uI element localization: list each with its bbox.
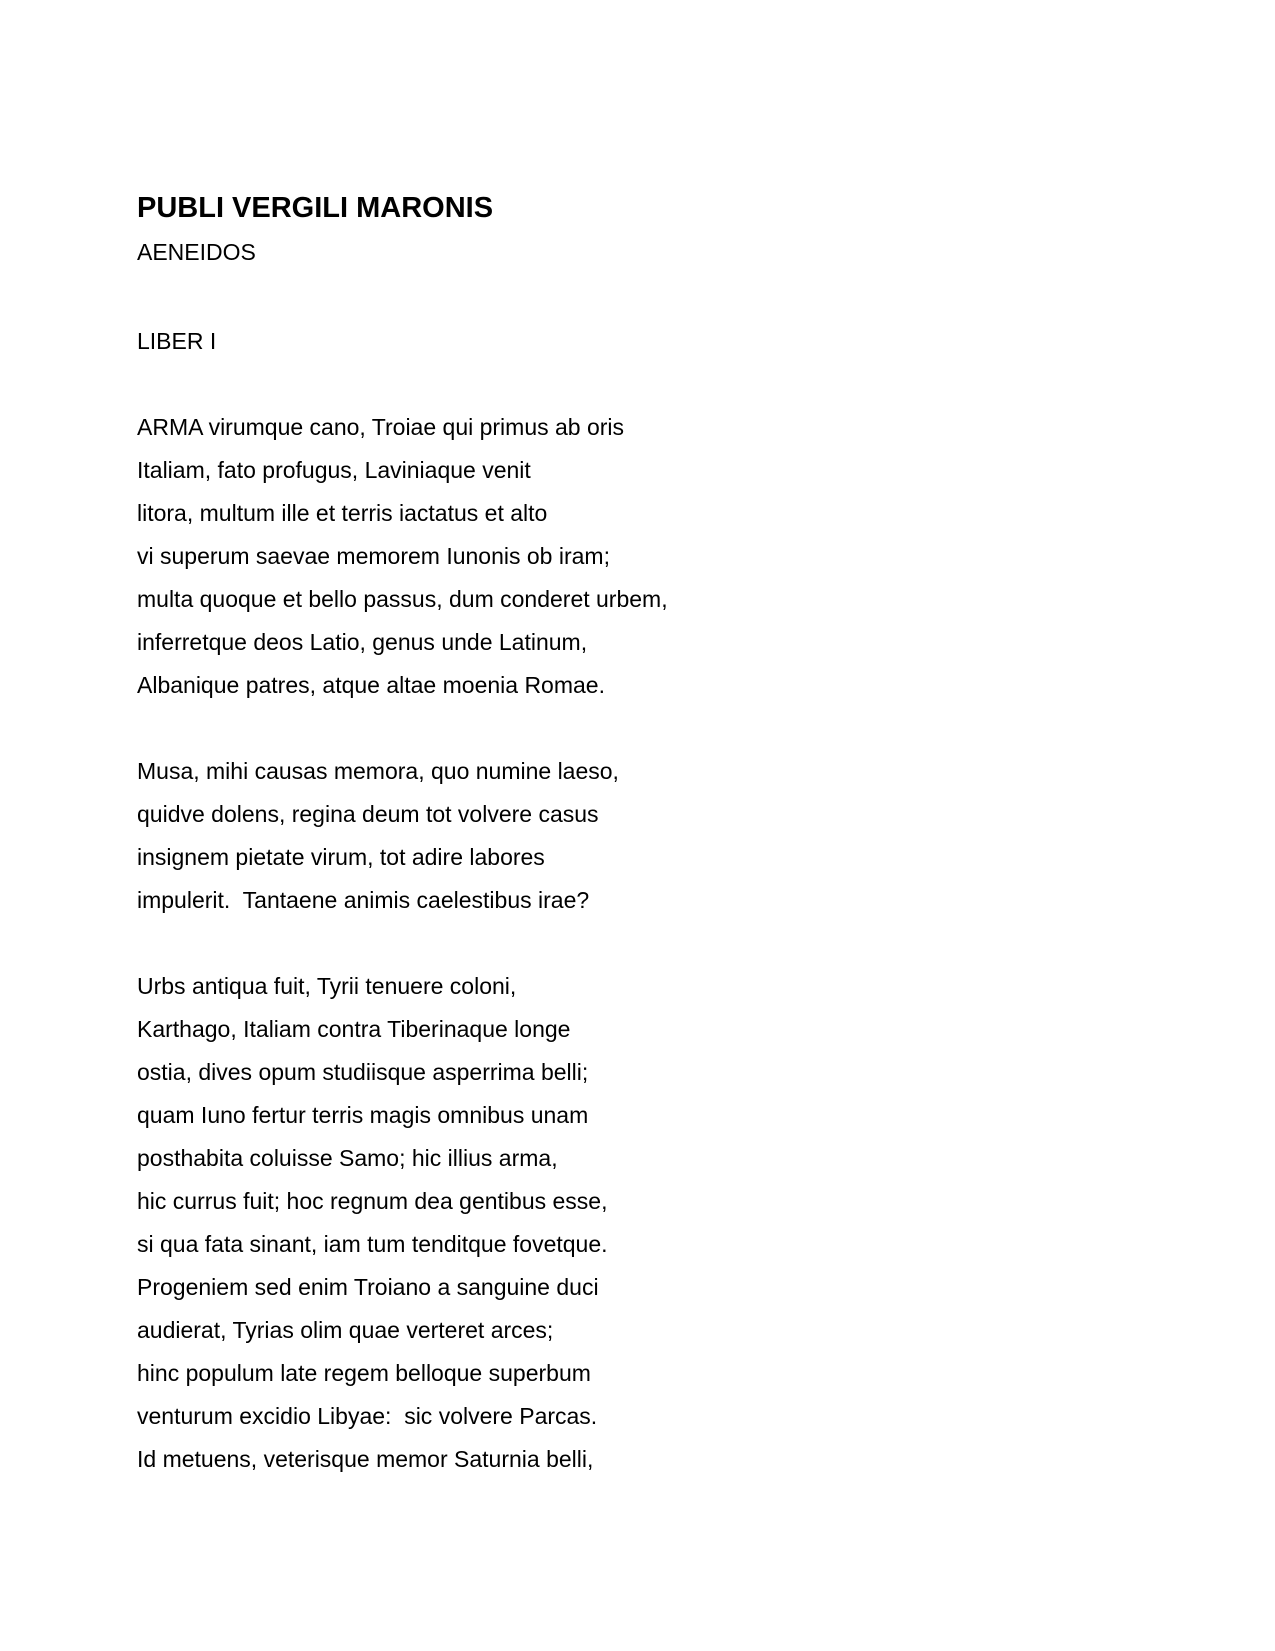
document-body (137, 190, 1037, 1481)
verse-line: quam Iuno fertur terris magis omnibus unam (137, 1102, 589, 1128)
verse-line: audierat, Tyrias olim quae verteret arces; (137, 1317, 554, 1343)
document-subtitle: AENEIDOS (137, 239, 256, 265)
stanza-1 (137, 406, 1037, 707)
verse-line: Italiam, fato profugus, Laviniaque venit (137, 457, 531, 483)
verse-line: Karthago, Italiam contra Tiberinaque longe (137, 1016, 571, 1042)
book-heading: LIBER I (137, 328, 217, 354)
verse-line: Progeniem sed enim Troiano a sanguine duci (137, 1274, 599, 1300)
stanza-3 (137, 965, 1037, 1481)
verse-line: impulerit. Tantaene animis caelestibus irae? (137, 887, 590, 913)
verse-line: Urbs antiqua fuit, Tyrii tenuere coloni, (137, 973, 517, 999)
verse-line: ostia, dives opum studiisque asperrima belli; (137, 1059, 589, 1085)
verse-line: venturum excidio Libyae: sic volvere Parcas. (137, 1403, 598, 1429)
verse-line: si qua fata sinant, iam tum tenditque fovetque. (137, 1231, 608, 1257)
verse-line: vi superum saevae memorem Iunonis ob iram; (137, 543, 610, 569)
verse-line: Id metuens, veterisque memor Saturnia belli, (137, 1446, 594, 1472)
verse-line: quidve dolens, regina deum tot volvere casus (137, 801, 599, 827)
document-title: PUBLI VERGILI MARONIS (137, 192, 494, 224)
verse-line: hic currus fuit; hoc regnum dea gentibus esse, (137, 1188, 608, 1214)
stanza-2 (137, 750, 1037, 922)
verse-line: litora, multum ille et terris iactatus et alto (137, 500, 548, 526)
verse-line: multa quoque et bello passus, dum conderet urbem, (137, 586, 668, 612)
verse-line: ARMA virumque cano, Troiae qui primus ab oris (137, 414, 625, 440)
verse-line: Albanique patres, atque altae moenia Romae. (137, 672, 605, 698)
verse-line: hinc populum late regem belloque superbum (137, 1360, 591, 1386)
verse-line: posthabita coluisse Samo; hic illius arma, (137, 1145, 558, 1171)
verse-line: inferretque deos Latio, genus unde Latinum, (137, 629, 588, 655)
verse-line: Musa, mihi causas memora, quo numine laeso, (137, 758, 619, 784)
verse-line: insignem pietate virum, tot adire labores (137, 844, 545, 870)
